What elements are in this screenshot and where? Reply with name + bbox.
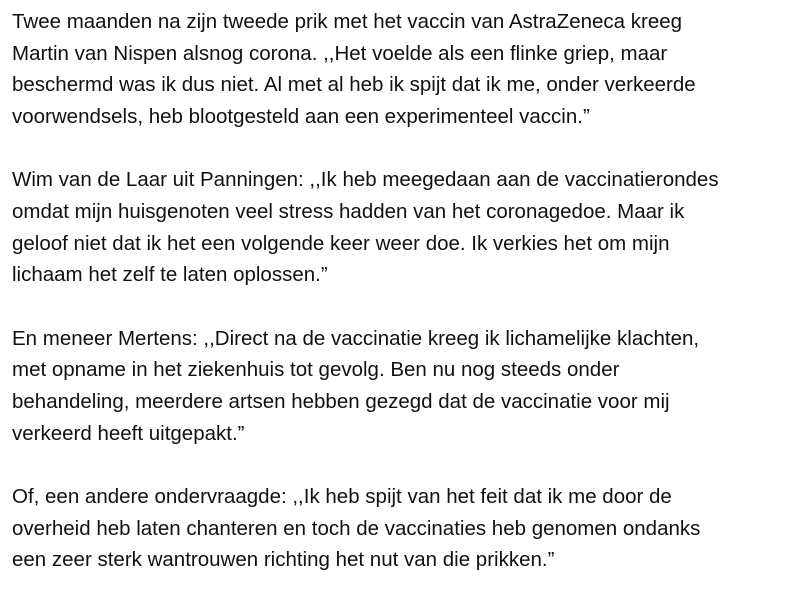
- text-line: een zeer sterk wantrouwen richting het nut van die prikken.”: [12, 548, 555, 572]
- text-line: verkeerd heeft uitgepakt.”: [12, 421, 245, 445]
- paragraph-wim-van-de-laar: [12, 164, 794, 290]
- text-line: Of, een andere ondervraagde: ,,Ik heb spijt van het feit dat ik me door de: [12, 485, 672, 509]
- text-line: En meneer Mertens: ,,Direct na de vaccinatie kreeg ik lichamelijke klachten,: [12, 326, 700, 350]
- paragraph-meneer-mertens: [12, 323, 794, 449]
- text-line: omdat mijn huisgenoten veel stress hadden van het coronagedoe. Maar ik: [12, 199, 685, 223]
- text-line: behandeling, meerdere artsen hebben gezegd dat de vaccinatie voor mij: [12, 389, 670, 413]
- text-line: Martin van Nispen alsnog corona. ,,Het voelde als een flinke griep, maar: [12, 41, 668, 65]
- text-line: overheid heb laten chanteren en toch de vaccinaties heb genomen ondanks: [12, 516, 701, 540]
- text-line: met opname in het ziekenhuis tot gevolg. Ben nu nog steeds onder: [12, 358, 620, 382]
- paragraph-martin-van-nispen: [12, 6, 794, 132]
- text-line: lichaam het zelf te laten oplossen.”: [12, 263, 328, 287]
- text-line: Twee maanden na zijn tweede prik met het vaccin van AstraZeneca kreeg: [12, 10, 683, 33]
- text-line: geloof niet dat ik het een volgende keer weer doe. Ik verkies het om mijn: [12, 231, 670, 255]
- text-line: voorwendsels, heb blootgesteld aan een experimenteel vaccin.”: [12, 104, 590, 128]
- text-line: Wim van de Laar uit Panningen: ,,Ik heb meegedaan aan de vaccinatierondes: [12, 168, 719, 192]
- paragraph-andere-ondervraagde: [12, 481, 794, 576]
- text-line: beschermd was ik dus niet. Al met al heb ik spijt dat ik me, onder verkeerde: [12, 73, 696, 97]
